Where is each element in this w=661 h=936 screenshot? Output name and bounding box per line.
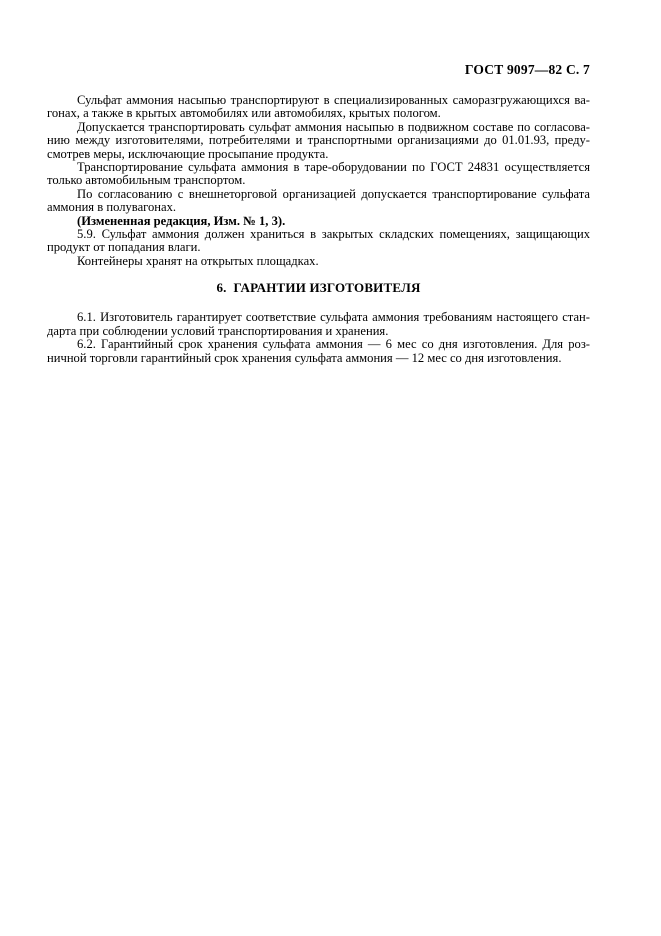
paragraph — [47, 311, 590, 338]
paragraph-line: 6.2. Гарантийный срок хранения сульфата аммония — 6 мес со дня изготовления. Для роз- — [77, 337, 590, 352]
page-header: ГОСТ 9097—82 С. 7 — [464, 62, 590, 77]
paragraph-line: (Измененная редакция, Изм. № 1, 3). — [77, 213, 286, 228]
paragraph — [47, 188, 590, 215]
paragraph-line: гонах, а также в крытых автомобилях или автомобилях, крытых пологом. — [47, 106, 441, 121]
paragraph-line: Контейнеры хранят на открытых площадках. — [77, 253, 319, 268]
paragraph-line: Сульфат аммония насыпью транспортируют в специализированных саморазгружающихся ва- — [77, 93, 590, 107]
revision-note-paragraph — [47, 215, 590, 228]
paragraph — [47, 121, 590, 161]
paragraph — [47, 255, 590, 268]
paragraph-line: аммония в полувагонах. — [47, 200, 177, 215]
paragraph-line: 6.1. Изготовитель гарантирует соответствие сульфата аммония требованиям настоящего стан- — [77, 310, 590, 325]
paragraph — [47, 94, 590, 121]
paragraph-line: только автомобильным транспортом. — [47, 173, 246, 188]
paragraph-line: ничной торговли гарантийный срок хранения сульфата аммония — 12 мес со дня изготовления. — [47, 350, 562, 365]
paragraph-line: Транспортирование сульфата аммония в таре-оборудовании по ГОСТ 24831 осуществляется — [77, 160, 590, 175]
paragraph-line: Допускается транспортировать сульфат аммония насыпью в подвижном составе по согласова- — [77, 119, 590, 134]
paragraph-line: продукт от попадания влаги. — [47, 240, 201, 255]
paragraph — [47, 338, 590, 365]
paragraph-line: нию между изготовителями, потребителями и транспортными организациями до 01.01.93, преду- — [47, 133, 590, 148]
paragraph-line: По согласованию с внешнеторговой организацией допускается транспортирование сульфата — [77, 186, 590, 201]
paragraph-line: 5.9. Сульфат аммония должен храниться в закрытых складских помещениях, защищающих — [77, 227, 590, 242]
paragraph — [47, 228, 590, 255]
paragraph-line: смотрев меры, исключающие просыпание продукта. — [47, 146, 329, 161]
paragraph-line: дарта при соблюдении условий транспортирования и хранения. — [47, 323, 389, 338]
section-heading: 6. ГАРАНТИИ ИЗГОТОВИТЕЛЯ — [216, 280, 421, 296]
paragraph — [47, 161, 590, 188]
document-content — [47, 94, 590, 365]
